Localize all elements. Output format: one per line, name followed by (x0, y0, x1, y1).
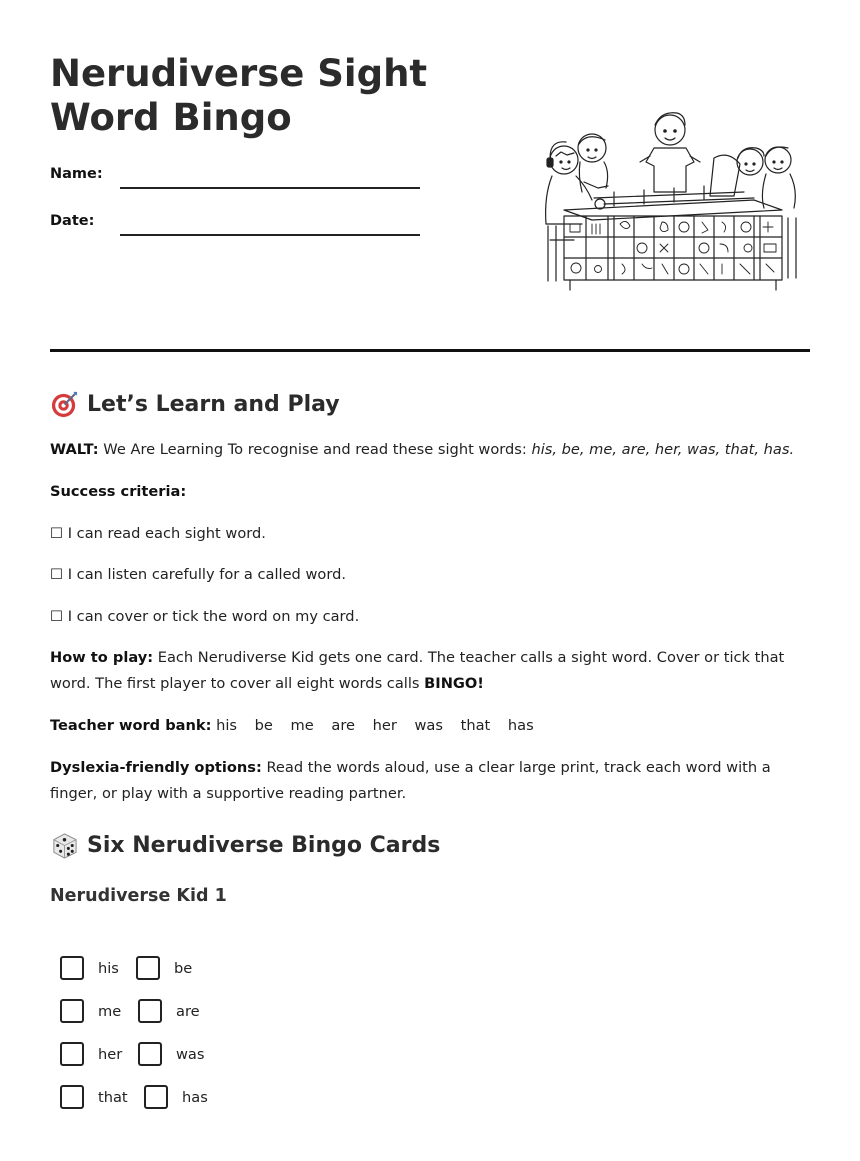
bingo-checkbox[interactable] (138, 1042, 162, 1066)
card-1-title: Nerudiverse Kid 1 (50, 886, 227, 906)
criterion-2: ☐ I can listen carefully for a called word. (50, 566, 346, 583)
bingo-word: was (176, 1045, 205, 1063)
walt-text: We Are Learning To recognise and read these sight words: (98, 441, 532, 458)
word-bank-word: his (216, 717, 237, 734)
bingo-word: me (98, 1002, 122, 1020)
bingo-cell[interactable] (60, 956, 119, 980)
learn-heading (50, 390, 340, 419)
bingo-cell[interactable] (60, 1085, 128, 1109)
date-label: Date: (50, 213, 95, 229)
name-field-line[interactable] (120, 187, 420, 189)
dyslexia-options-paragraph (50, 755, 810, 807)
teacher-word-bank (50, 713, 810, 739)
dyslexia-label: Dyslexia-friendly options: (50, 759, 262, 776)
bingo-checkbox[interactable] (60, 1085, 84, 1109)
walt-paragraph (50, 437, 810, 463)
bingo-checkbox[interactable] (136, 956, 160, 980)
bingo-checkbox[interactable] (144, 1085, 168, 1109)
word-bank-word: are (331, 717, 355, 734)
bingo-word: be (174, 959, 193, 977)
cards-heading-text: Six Nerudiverse Bingo Cards (87, 833, 441, 858)
bingo-checkbox[interactable] (138, 999, 162, 1023)
bingo-cell[interactable] (60, 1042, 122, 1066)
criterion-1: ☐ I can read each sight word. (50, 525, 266, 542)
how-to-play-text: Each Nerudiverse Kid gets one card. The teacher calls a sight word. Cover or tick that word. The first player to cover all eight words calls (50, 649, 785, 692)
word-bank-word: has (507, 717, 534, 734)
bingo-word: are (176, 1002, 200, 1020)
dart-target-icon (50, 390, 79, 419)
walt-words: his, be, me, are, her, was, that, has. (531, 441, 795, 458)
section-divider (50, 349, 810, 352)
word-bank-word: be (254, 717, 273, 734)
bingo-checkbox[interactable] (60, 956, 84, 980)
bingo-cell[interactable] (138, 999, 200, 1023)
bingo-checkbox[interactable] (60, 999, 84, 1023)
word-bank-word: her (372, 717, 397, 734)
bingo-cell[interactable] (144, 1085, 208, 1109)
page-title: Nerudiverse Sight Word Bingo (50, 52, 428, 139)
cards-heading (50, 831, 440, 860)
dice-icon (50, 831, 79, 860)
learn-heading-text: Let’s Learn and Play (87, 392, 340, 417)
children-bingo-illustration (534, 100, 810, 292)
bingo-word: has (182, 1088, 208, 1106)
how-to-play-paragraph (50, 645, 810, 697)
date-field-line[interactable] (120, 234, 420, 236)
bingo-cell[interactable] (136, 956, 192, 980)
bingo-word: his (98, 959, 119, 977)
name-label: Name: (50, 166, 103, 182)
bingo-word: that (98, 1088, 128, 1106)
word-bank-word: that (460, 717, 491, 734)
bingo-word: her (98, 1045, 123, 1063)
word-bank-word: me (290, 717, 314, 734)
walt-label: WALT: (50, 441, 99, 458)
bingo-checkbox[interactable] (60, 1042, 84, 1066)
bingo-cell[interactable] (60, 999, 121, 1023)
criterion-3: ☐ I can cover or tick the word on my card. (50, 608, 360, 625)
word-bank-word: was (414, 717, 443, 734)
bingo-cell[interactable] (138, 1042, 204, 1066)
dyslexia-text: Read the words aloud, use a clear large print, track each word with a finger, or play with a supportive reading partner. (50, 759, 771, 802)
bingo-callout: BINGO! (424, 675, 484, 692)
word-bank-label: Teacher word bank: (50, 717, 212, 734)
success-criteria-label: Success criteria: (50, 483, 187, 500)
how-to-play-label: How to play: (50, 649, 154, 666)
